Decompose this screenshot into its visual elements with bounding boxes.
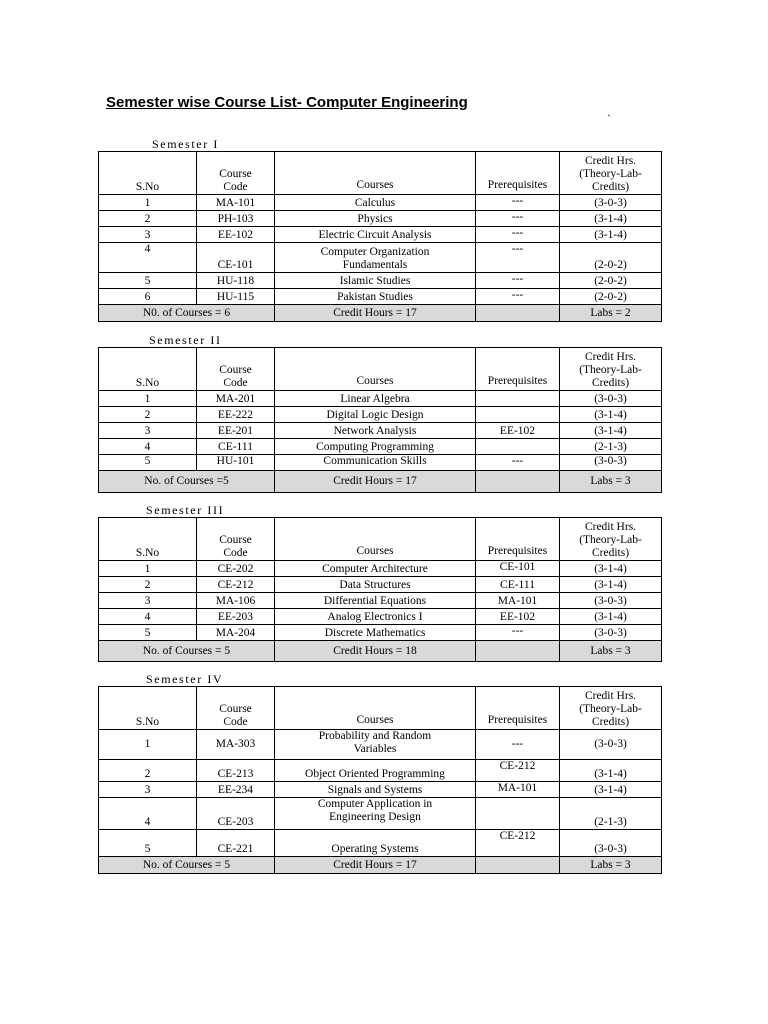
course-code-cell: CE-221 (197, 830, 275, 857)
prerequisite-cell: --- (476, 625, 560, 641)
course-code-cell: CE-202 (197, 561, 275, 577)
course-name-cell: Communication Skills (275, 455, 476, 471)
credit-hours-total: Credit Hours = 18 (275, 641, 476, 662)
course-name-cell: Probability and Random Variables (275, 730, 476, 760)
course-name-cell: Calculus (275, 195, 476, 211)
prerequisite-cell: CE-212 (476, 760, 560, 782)
credit-cell: (3-0-3) (560, 593, 662, 609)
course-name-cell: Computer Application in Engineering Design (275, 798, 476, 830)
credit-cell: (3-0-3) (560, 730, 662, 760)
course-name-cell: Digital Logic Design (275, 407, 476, 423)
table-row (99, 760, 662, 782)
sno-header: S.No (99, 518, 197, 561)
sno-cell: 4 (99, 609, 197, 625)
table-row (99, 593, 662, 609)
sno-header: S.No (99, 687, 197, 730)
prerequisite-cell: CE-101 (476, 561, 560, 577)
sno-cell: 1 (99, 391, 197, 407)
prerequisite-cell: --- (476, 730, 560, 760)
course-count: No. of Courses = 5 (99, 641, 275, 662)
prerequisite-cell: EE-102 (476, 609, 560, 625)
prerequisite-cell (476, 407, 560, 423)
course-name-cell: Computer Architecture (275, 561, 476, 577)
course-name-cell: Signals and Systems (275, 782, 476, 798)
course-code-cell: PH-103 (197, 211, 275, 227)
course-name-cell: Object Oriented Programming (275, 760, 476, 782)
page-title: Semester wise Course List- Computer Engineering (106, 94, 468, 111)
sno-cell: 5 (99, 455, 197, 471)
course-code-cell: EE-203 (197, 609, 275, 625)
credit-cell: (2-0-2) (560, 273, 662, 289)
credit-cell: (3-1-4) (560, 577, 662, 593)
credit-cell: (2-0-2) (560, 289, 662, 305)
credit-hours-header: Credit Hrs. (Theory-Lab- Credits) (560, 348, 662, 391)
course-code-cell: EE-222 (197, 407, 275, 423)
credit-cell: (3-0-3) (560, 830, 662, 857)
table-row (99, 227, 662, 243)
credit-hours-total: Credit Hours = 17 (275, 305, 476, 322)
course-name-cell: Islamic Studies (275, 273, 476, 289)
semester-4-table (98, 686, 662, 874)
credit-cell: (2-0-2) (560, 243, 662, 273)
courses-header: Courses (275, 348, 476, 391)
prerequisites-header: Prerequisites (476, 152, 560, 195)
credit-cell: (3-1-4) (560, 211, 662, 227)
course-code-cell: MA-106 (197, 593, 275, 609)
course-code-cell: HU-115 (197, 289, 275, 305)
prerequisite-cell: --- (476, 243, 560, 273)
credit-hours-total: Credit Hours = 17 (275, 857, 476, 874)
credit-cell: (2-1-3) (560, 798, 662, 830)
course-code-cell: MA-204 (197, 625, 275, 641)
credit-hours-total: Credit Hours = 17 (275, 471, 476, 493)
table-row (99, 455, 662, 471)
credit-cell: (2-1-3) (560, 439, 662, 455)
prerequisite-cell: --- (476, 273, 560, 289)
course-code-cell: EE-201 (197, 423, 275, 439)
credit-cell: (3-0-3) (560, 625, 662, 641)
course-code-cell: HU-101 (197, 455, 275, 471)
prerequisite-cell: --- (476, 211, 560, 227)
course-name-cell: Data Structures (275, 577, 476, 593)
table-row (99, 439, 662, 455)
prerequisite-cell: --- (476, 455, 560, 471)
summary-row (99, 857, 662, 874)
sno-cell: 3 (99, 227, 197, 243)
sno-cell: 1 (99, 561, 197, 577)
table-header-row (99, 518, 662, 561)
table-row (99, 577, 662, 593)
credit-cell: (3-1-4) (560, 227, 662, 243)
prerequisite-cell: CE-212 (476, 830, 560, 857)
sno-cell: 2 (99, 211, 197, 227)
sno-cell: 2 (99, 577, 197, 593)
prerequisite-cell: --- (476, 227, 560, 243)
course-name-cell: Discrete Mathematics (275, 625, 476, 641)
course-code-cell: HU-118 (197, 273, 275, 289)
courses-header: Courses (275, 152, 476, 195)
semester-1-label: Semester I (152, 137, 219, 151)
semester-3-label: Semester III (146, 503, 225, 517)
semester-2-label: Semester II (149, 333, 222, 347)
labs-count: Labs = 3 (560, 471, 662, 493)
credit-hours-header: Credit Hrs. (Theory-Lab- Credits) (560, 687, 662, 730)
sno-cell: 3 (99, 423, 197, 439)
semester-2-table (98, 347, 662, 493)
prerequisite-cell (476, 439, 560, 455)
course-name-cell: Computer Organization Fundamentals (275, 243, 476, 273)
stray-mark: ` (607, 112, 611, 126)
credit-cell: (3-1-4) (560, 407, 662, 423)
course-name-cell: Linear Algebra (275, 391, 476, 407)
course-code-cell: EE-102 (197, 227, 275, 243)
course-name-cell: Differential Equations (275, 593, 476, 609)
table-header-row (99, 152, 662, 195)
prerequisites-header: Prerequisites (476, 518, 560, 561)
sno-cell: 4 (99, 243, 197, 273)
course-code-cell: CE-111 (197, 439, 275, 455)
credit-cell: (3-1-4) (560, 760, 662, 782)
course-count: No. of Courses =5 (99, 471, 275, 493)
sno-cell: 2 (99, 760, 197, 782)
summary-blank (476, 471, 560, 493)
credit-cell: (3-0-3) (560, 455, 662, 471)
prerequisites-header: Prerequisites (476, 348, 560, 391)
course-name-cell: Network Analysis (275, 423, 476, 439)
table-row (99, 195, 662, 211)
course-name-cell: Physics (275, 211, 476, 227)
course-code-cell: CE-203 (197, 798, 275, 830)
prerequisite-cell: MA-101 (476, 782, 560, 798)
course-code-header: Course Code (197, 687, 275, 730)
sno-cell: 1 (99, 195, 197, 211)
course-name-cell: Computing Programming (275, 439, 476, 455)
course-code-header: Course Code (197, 152, 275, 195)
sno-cell: 6 (99, 289, 197, 305)
course-code-cell: MA-101 (197, 195, 275, 211)
table-row (99, 561, 662, 577)
course-count: N0. of Courses = 6 (99, 305, 275, 322)
prerequisite-cell (476, 391, 560, 407)
table-row (99, 423, 662, 439)
summary-blank (476, 641, 560, 662)
semester-1-table (98, 151, 662, 322)
course-code-header: Course Code (197, 518, 275, 561)
summary-blank (476, 857, 560, 874)
sno-cell: 4 (99, 798, 197, 830)
course-name-cell: Electric Circuit Analysis (275, 227, 476, 243)
prerequisites-header: Prerequisites (476, 687, 560, 730)
credit-cell: (3-1-4) (560, 609, 662, 625)
table-row (99, 609, 662, 625)
course-name-cell: Analog Electronics I (275, 609, 476, 625)
table-row (99, 243, 662, 273)
credit-cell: (3-0-3) (560, 391, 662, 407)
labs-count: Labs = 3 (560, 641, 662, 662)
sno-cell: 4 (99, 439, 197, 455)
table-row (99, 391, 662, 407)
sno-cell: 5 (99, 830, 197, 857)
credit-cell: (3-1-4) (560, 423, 662, 439)
sno-cell: 3 (99, 593, 197, 609)
table-row (99, 782, 662, 798)
course-count: No. of Courses = 5 (99, 857, 275, 874)
summary-row (99, 641, 662, 662)
prerequisite-cell: CE-111 (476, 577, 560, 593)
credit-cell: (3-0-3) (560, 195, 662, 211)
table-row (99, 289, 662, 305)
course-code-cell: MA-303 (197, 730, 275, 760)
courses-header: Courses (275, 518, 476, 561)
credit-hours-header: Credit Hrs. (Theory-Lab- Credits) (560, 152, 662, 195)
sno-header: S.No (99, 348, 197, 391)
course-code-cell: CE-213 (197, 760, 275, 782)
prerequisite-cell: --- (476, 289, 560, 305)
table-row (99, 625, 662, 641)
summary-row (99, 305, 662, 322)
course-code-cell: CE-212 (197, 577, 275, 593)
credit-hours-header: Credit Hrs. (Theory-Lab- Credits) (560, 518, 662, 561)
labs-count: Labs = 2 (560, 305, 662, 322)
course-code-cell: CE-101 (197, 243, 275, 273)
courses-header: Courses (275, 687, 476, 730)
sno-cell: 5 (99, 625, 197, 641)
table-row (99, 273, 662, 289)
sno-header: S.No (99, 152, 197, 195)
prerequisite-cell: MA-101 (476, 593, 560, 609)
table-header-row (99, 687, 662, 730)
prerequisite-cell: --- (476, 195, 560, 211)
prerequisite-cell: EE-102 (476, 423, 560, 439)
summary-row (99, 471, 662, 493)
semester-3-table (98, 517, 662, 662)
summary-blank (476, 305, 560, 322)
credit-cell: (3-1-4) (560, 782, 662, 798)
course-code-cell: EE-234 (197, 782, 275, 798)
table-row (99, 730, 662, 760)
course-code-header: Course Code (197, 348, 275, 391)
sno-cell: 2 (99, 407, 197, 423)
table-row (99, 407, 662, 423)
prerequisite-cell (476, 798, 560, 830)
semester-4-label: Semester IV (146, 672, 224, 686)
labs-count: Labs = 3 (560, 857, 662, 874)
table-header-row (99, 348, 662, 391)
course-name-cell: Operating Systems (275, 830, 476, 857)
course-code-cell: MA-201 (197, 391, 275, 407)
credit-cell: (3-1-4) (560, 561, 662, 577)
sno-cell: 5 (99, 273, 197, 289)
table-row (99, 211, 662, 227)
table-row (99, 830, 662, 857)
sno-cell: 3 (99, 782, 197, 798)
sno-cell: 1 (99, 730, 197, 760)
table-row (99, 798, 662, 830)
course-name-cell: Pakistan Studies (275, 289, 476, 305)
